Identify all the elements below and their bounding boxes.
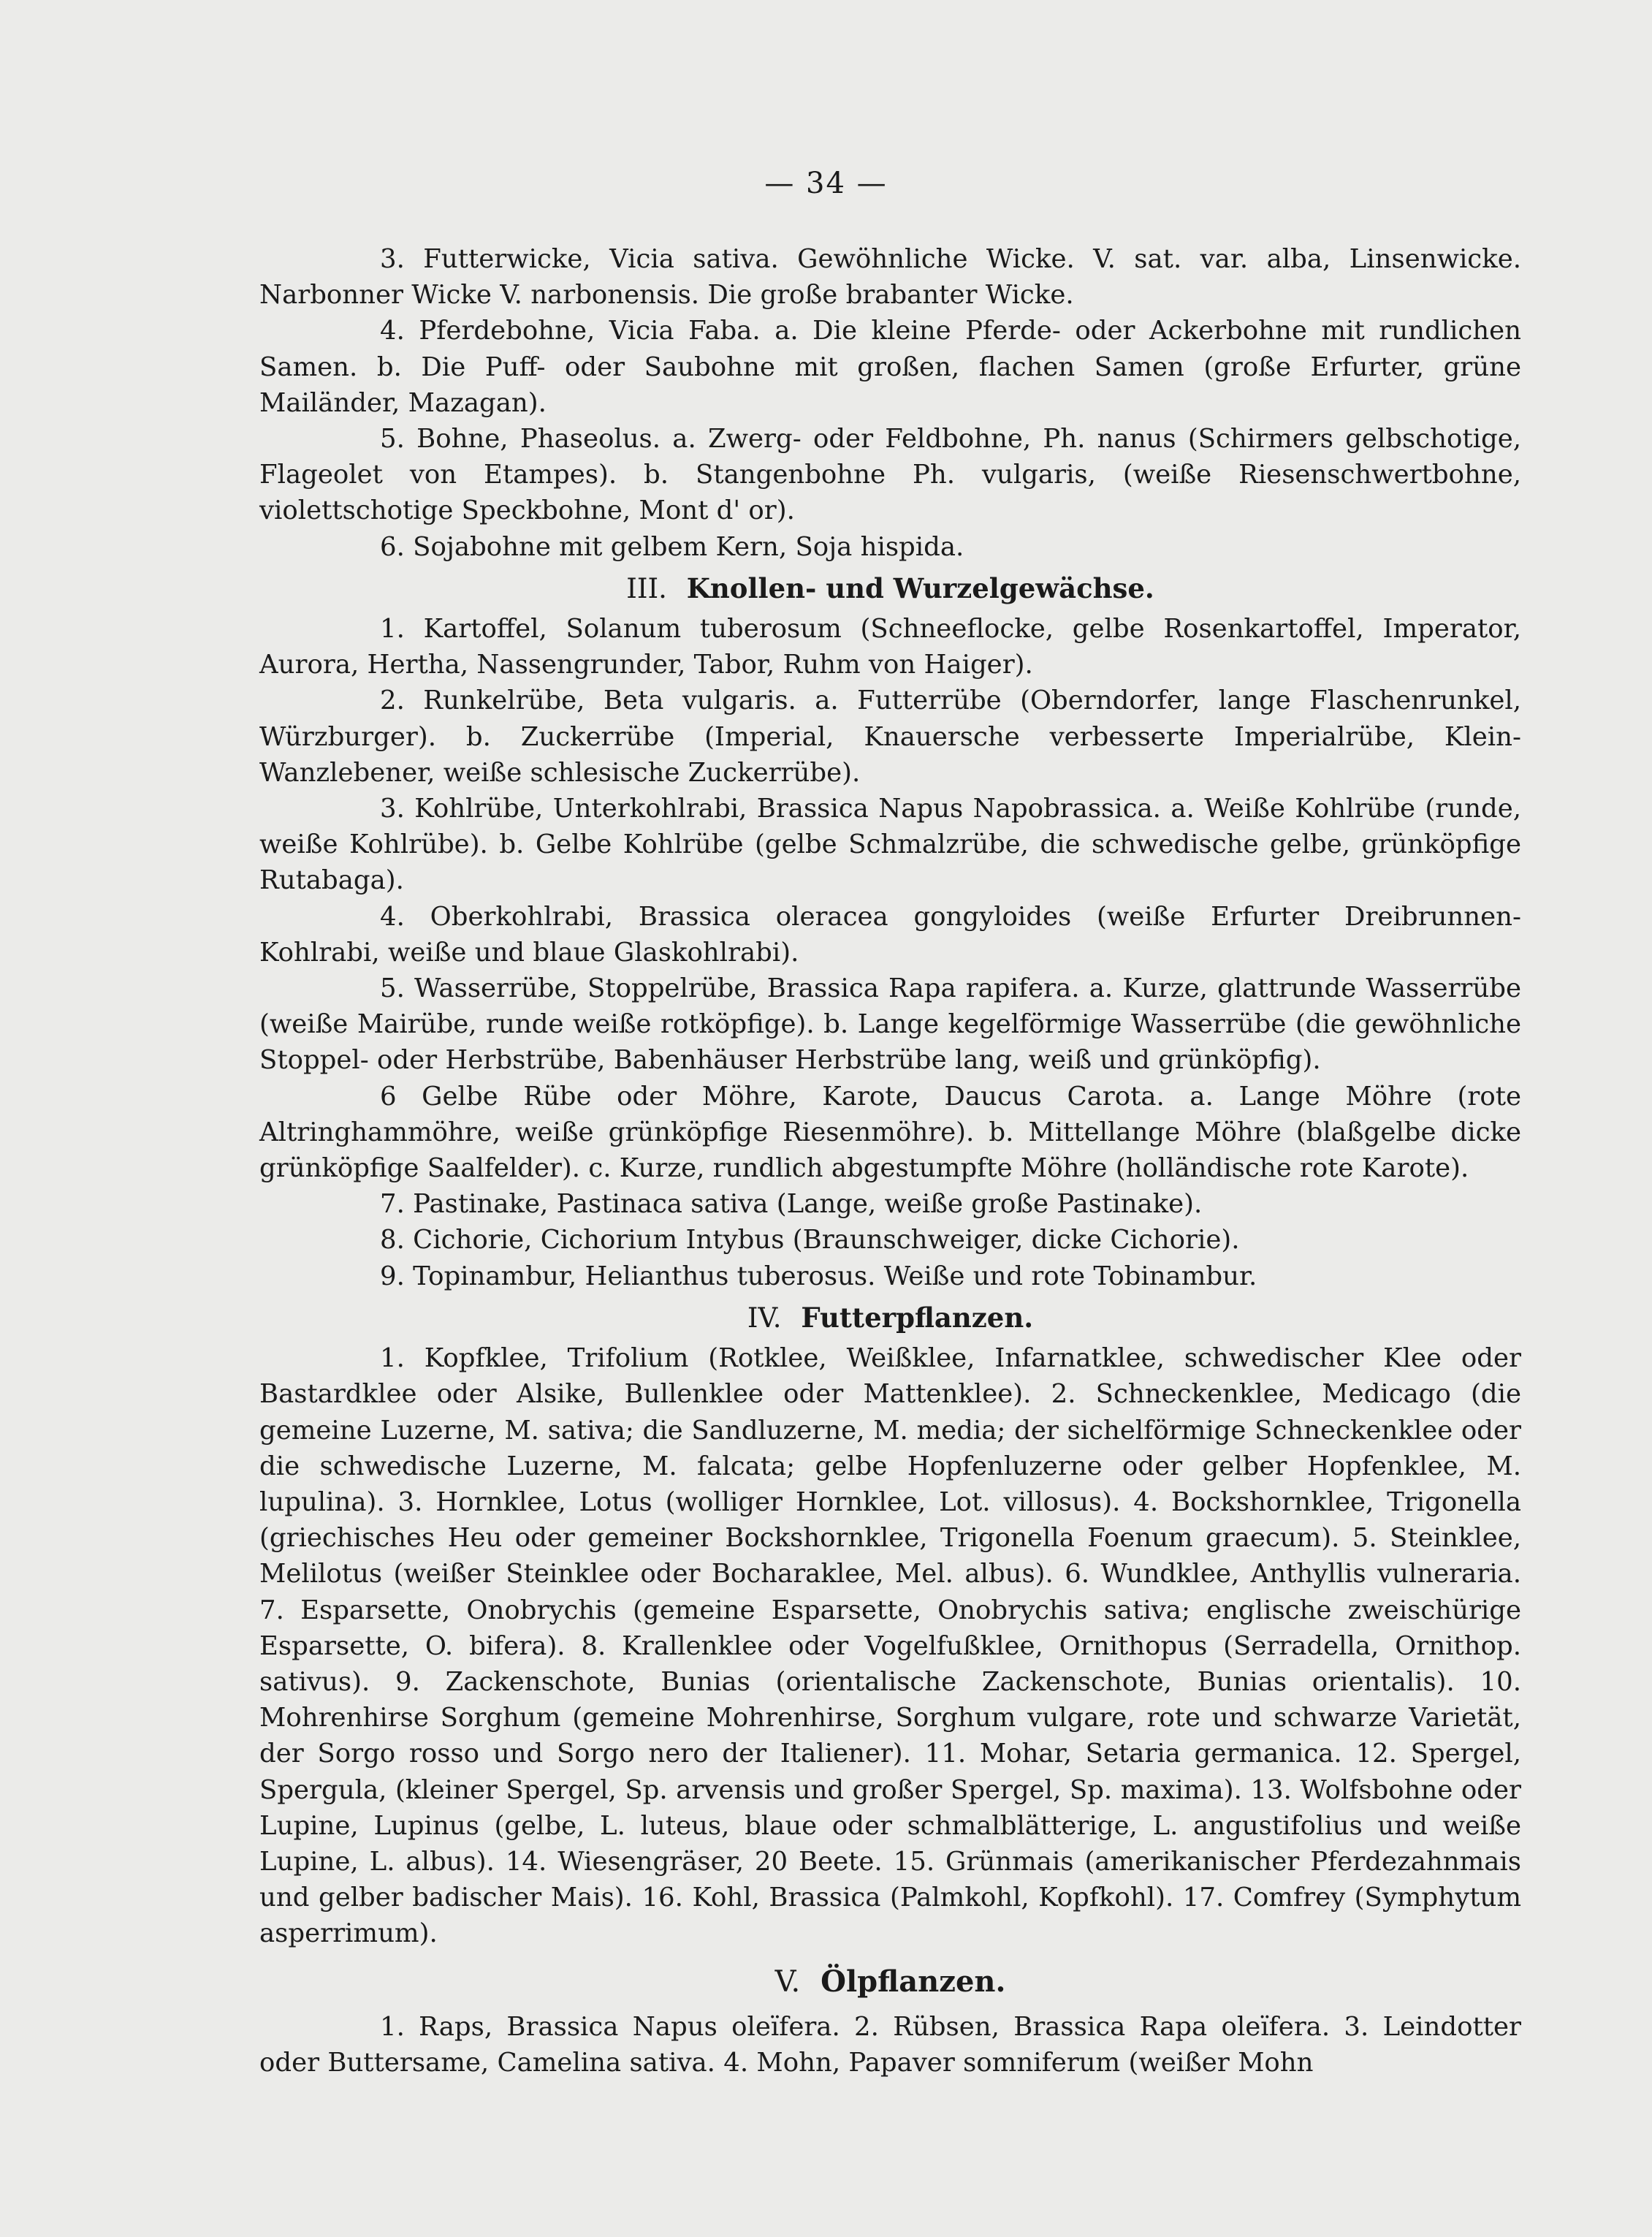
section-title: Knollen- und Wurzelgewächse. — [686, 571, 1154, 604]
page-body — [259, 241, 1521, 2081]
paragraph-kohlruebe: 3. Kohlrübe, Unterkohlrabi, Brassica Napus Napobrassica. a. Weiße Kohlrübe (runde, weiße Kohlrübe). b. Gelbe Kohlrübe (gelbe Schmalzrübe, die schwedische gelbe, grünköpfige Rutabaga). — [259, 794, 1521, 896]
section-title: Ölpflanzen. — [821, 1964, 1006, 1999]
paragraph-topinambur: 9. Topinambur, Helianthus tuberosus. Weiße und rote Tobinambur. — [380, 1261, 1257, 1291]
section-heading-knollen — [259, 571, 1521, 607]
paragraph-futterwicke: 3. Futterwicke, Vicia sativa. Gewöhnliche Wicke. V. sat. var. alba, Linsenwicke. Narbonner Wicke V. narbonensis. Die große brabanter Wicke. — [259, 244, 1521, 311]
paragraph-runkelruebe: 2. Runkelrübe, Beta vulgaris. a. Futterrübe (Oberndorfer, lange Flaschenrunkel, Würzburger). b. Zuckerrübe (Imperial, Knauersche verbesserte Imperialrübe, Klein-Wanzlebener, weiße schlesische Zuckerrübe). — [259, 685, 1521, 788]
paragraph-gelbe-ruebe: 6 Gelbe Rübe oder Möhre, Karote, Daucus Carota. a. Lange Möhre (rote Altringhammöhre, weiße grünköpfige Riesenmöhre). b. Mittellange Möhre (blaßgelbe dicke grünköpfige Saalfelder). c. Kurze, rundlich abgestumpfte Möhre (holländische rote Karote). — [259, 1081, 1521, 1184]
paragraph-oelpflanzen: 1. Raps, Brassica Napus oleïfera. 2. Rübsen, Brassica Rapa oleïfera. 3. Leindotter oder Buttersame, Camelina sativa. 4. Mohn, Papaver somniferum (weißer Mohn — [259, 2011, 1521, 2078]
paragraph-sojabohne: 6. Sojabohne mit gelbem Kern, Soja hispida. — [380, 531, 964, 562]
paragraph-oberkohlrabi: 4. Oberkohlrabi, Brassica oleracea gongyloides (weiße Erfurter Dreibrunnen-Kohlrabi, weiße und blaue Glaskohlrabi). — [259, 901, 1521, 968]
section-title: Futterpflanzen. — [801, 1301, 1034, 1334]
paragraph-pastinake: 7. Pastinake, Pastinaca sativa (Lange, weiße große Pastinake). — [380, 1189, 1203, 1220]
paragraph-bohne: 5. Bohne, Phaseolus. a. Zwerg- oder Feldbohne, Ph. nanus (Schirmers gelbschotige, Flageolet von Etampes). b. Stangenbohne Ph. vulgaris, (weiße Riesenschwertbohne, violettschotige Speckbohne, Mont d' or). — [259, 424, 1521, 526]
paragraph-wasserruebe: 5. Wasserrübe, Stoppelrübe, Brassica Rapa rapifera. a. Kurze, glattrunde Wasserrübe (weiße Mairübe, runde weiße rotköpfige). b. Lange kegelförmige Wasserrübe (die gewöhnliche Stoppel- oder Herbstrübe, Babenhäuser Herbstrübe lang, weiß und grünköpfig). — [259, 973, 1521, 1076]
section-number: III. — [626, 572, 667, 604]
section-number: IV. — [747, 1302, 782, 1334]
paragraph-cichorie: 8. Cichorie, Cichorium Intybus (Braunschweiger, dicke Cichorie). — [380, 1225, 1240, 1256]
paragraph-pferdebohne: 4. Pferdebohne, Vicia Faba. a. Die kleine Pferde- oder Ackerbohne mit rundlichen Samen. b. Die Puff- oder Saubohne mit großen, flachen Samen (große Erfurter, grüne Mailänder, Mazagan). — [259, 316, 1521, 418]
section-heading-oelpflanzen — [259, 1964, 1521, 2000]
page-number: — 34 — — [764, 167, 888, 200]
section-number: V. — [774, 1964, 801, 1999]
paragraph-kartoffel: 1. Kartoffel, Solanum tuberosum (Schneeflocke, gelbe Rosenkartoffel, Imperator, Aurora, Hertha, Nassengrunder, Tabor, Ruhm von Haiger). — [259, 614, 1521, 680]
paragraph-futterpflanzen: 1. Kopfklee, Trifolium (Rotklee, Weißklee, Infarnatklee, schwedischer Klee oder Bastardklee oder Alsike, Bullenklee oder Mattenklee). 2. Schneckenklee, Medicago (die gemeine Luzerne, M. sativa; die Sandluzerne, M. media; der sichelförmige Schneckenklee oder die schwedische Luzerne, M. falcata; gelbe Hopfenluzerne oder gelber Hopfenklee, M. lupulina). 3. Hornklee, Lotus (wolliger Hornklee, Lot. villosus). 4. Bockshornklee, Trigonella (griechisches Heu oder gemeiner Bockshornklee, Trigonella Foenum graecum). 5. Steinklee, Melilotus (weißer Steinklee oder Bocharaklee, Mel. albus). 6. Wundklee, Anthyllis vulneraria. 7. Esparsette, Onobrychis (gemeine Esparsette, Onobrychis sativa; englische zweischürige Esparsette, O. bifera). 8. Krallenklee oder Vogelfußklee, Ornithopus (Serradella, Ornithop. sativus). 9. Zackenschote, Bunias (orientalische Zackenschote, Bunias orientalis). 10. Mohrenhirse Sorghum (gemeine Mohrenhirse, Sorghum vulgare, rote und schwarze Varietät, der Sorgo rosso und Sorgo nero der Italiener). 11. Mohar, Setaria germanica. 12. Spergel, Spergula, (kleiner Spergel, Sp. arvensis und großer Spergel, Sp. maxima). 13. Wolfsbohne oder Lupine, Lupinus (gelbe, L. luteus, blaue oder schmalblätterige, L. angustifolius und weiße Lupine, L. albus). 14. Wiesengräser, 20 Beete. 15. Grünmais (amerikanischer Pferdezahnmais und gelber badischer Mais). 16. Kohl, Brassica (Palmkohl, Kopfkohl). 17. Comfrey (Symphytum asperrimum). — [259, 1343, 1521, 1949]
section-heading-futterpflanzen — [259, 1300, 1521, 1336]
